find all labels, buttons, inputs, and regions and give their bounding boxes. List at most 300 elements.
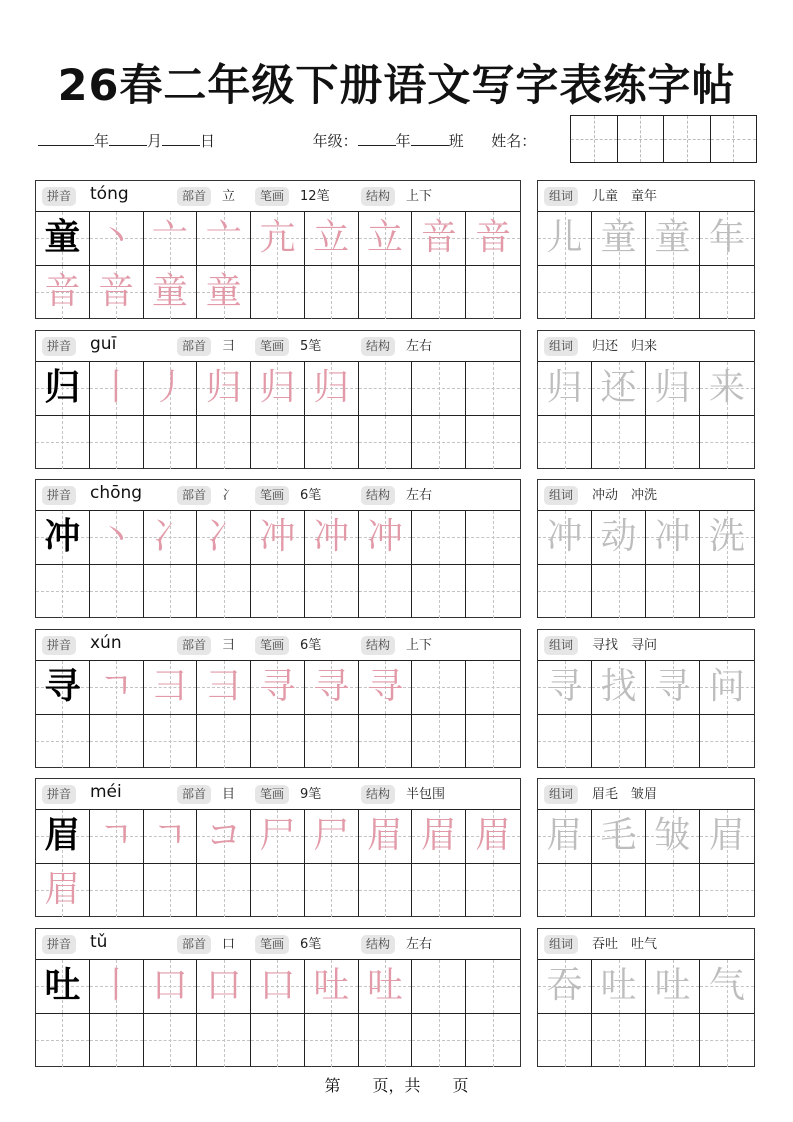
model-char: 冲 (44, 516, 81, 558)
word-trace-char: 找 (600, 666, 637, 708)
practice-cell[interactable] (251, 416, 305, 470)
stroke-order-cell[interactable] (197, 212, 251, 266)
word-trace-char: 眉 (546, 815, 583, 857)
word-trace-char: 冲 (546, 516, 583, 558)
words-label: 组词 (544, 486, 578, 505)
practice-cell[interactable] (144, 565, 198, 619)
stroke-order-cell[interactable] (197, 810, 251, 864)
stroke-order-cell[interactable] (466, 810, 520, 864)
word-trace-cell[interactable] (700, 810, 754, 864)
practice-cell[interactable] (412, 565, 466, 619)
stroke-step-char: 冫 (151, 516, 188, 558)
practice-cell[interactable] (412, 416, 466, 470)
words-card-4 (537, 778, 755, 917)
words-label: 组词 (544, 935, 578, 954)
structure-label: 结构 (361, 187, 395, 206)
word-trace-char: 冲 (654, 516, 691, 558)
word-trace-cell[interactable] (592, 362, 646, 416)
words-header (538, 929, 754, 960)
stroke-order-cell[interactable] (144, 661, 198, 715)
practice-cell[interactable] (359, 362, 413, 416)
info-line (38, 130, 536, 151)
practice-cell[interactable] (592, 565, 646, 619)
radical-label: 部首 (177, 187, 211, 206)
practice-cell[interactable] (251, 266, 305, 320)
word-trace-cell[interactable] (700, 960, 754, 1014)
practice-cell[interactable] (412, 661, 466, 715)
practice-cell[interactable] (592, 1014, 646, 1068)
month-field[interactable] (109, 131, 147, 146)
practice-cell[interactable] (466, 864, 520, 918)
stroke-step-char: 眉 (475, 815, 512, 857)
word-trace-char: 动 (600, 516, 637, 558)
writing-grid (36, 362, 520, 469)
stroke-step-char: 寻 (259, 666, 296, 708)
pinyin-value: guī (90, 334, 117, 354)
practice-cell[interactable] (700, 565, 754, 619)
practice-cell[interactable] (359, 1014, 413, 1068)
stroke-order-cell[interactable] (412, 810, 466, 864)
practice-cell[interactable] (646, 715, 700, 769)
practice-cell[interactable] (412, 960, 466, 1014)
practice-cell[interactable] (251, 1014, 305, 1068)
stroke-step-char: 丨 (98, 965, 135, 1007)
word-trace-cell[interactable] (592, 810, 646, 864)
radical-value: 冫 (222, 488, 236, 503)
words-grid (538, 960, 754, 1067)
practice-cell[interactable] (646, 1014, 700, 1068)
practice-cell[interactable] (251, 715, 305, 769)
practice-cell[interactable] (359, 715, 413, 769)
practice-cell[interactable] (359, 864, 413, 918)
practice-cell[interactable] (251, 864, 305, 918)
word-trace-char: 皱 (654, 815, 691, 857)
stroke-order-cell[interactable] (90, 960, 144, 1014)
writing-grid (36, 212, 520, 319)
stroke-step-char: 口 (205, 965, 242, 1007)
char-card-5 (35, 928, 521, 1067)
words-card-2 (537, 479, 755, 618)
practice-cell[interactable] (359, 266, 413, 320)
practice-cell[interactable] (466, 715, 520, 769)
word-trace-cell[interactable] (592, 960, 646, 1014)
stroke-order-cell[interactable] (305, 511, 359, 565)
practice-cell[interactable] (466, 565, 520, 619)
practice-cell[interactable] (466, 266, 520, 320)
words-card-3 (537, 629, 755, 768)
model-char: 童 (44, 217, 81, 259)
words-label: 组词 (544, 636, 578, 655)
word-trace-char: 童 (600, 217, 637, 259)
structure-value: 左右 (406, 937, 433, 952)
practice-cell[interactable] (538, 715, 592, 769)
model-char: 吐 (44, 965, 81, 1007)
year-field[interactable] (38, 131, 94, 146)
char-card-2 (35, 479, 521, 618)
words-header (538, 630, 754, 661)
words-grid (538, 212, 754, 319)
stroke-step-char: ㄱ (152, 815, 188, 857)
radical-value: 立 (222, 189, 236, 204)
practice-cell[interactable] (592, 864, 646, 918)
stroke-order-cell[interactable] (197, 960, 251, 1014)
word-trace-cell[interactable] (592, 661, 646, 715)
strokes-value: 6笔 (300, 638, 322, 653)
practice-cell[interactable] (466, 362, 520, 416)
stroke-order-cell[interactable] (359, 960, 413, 1014)
practice-cell[interactable] (646, 266, 700, 320)
stroke-order-cell[interactable] (251, 362, 305, 416)
practice-cell[interactable] (592, 416, 646, 470)
stroke-order-cell[interactable] (412, 212, 466, 266)
char-card-4 (35, 778, 521, 917)
practice-cell[interactable] (700, 266, 754, 320)
practice-cell[interactable] (197, 416, 251, 470)
practice-cell[interactable] (305, 565, 359, 619)
words-header (538, 480, 754, 511)
words-grid (538, 362, 754, 469)
stroke-step-char: 寻 (367, 666, 404, 708)
stroke-order-cell[interactable] (144, 511, 198, 565)
stroke-order-cell[interactable] (305, 362, 359, 416)
stroke-step-char: 归 (205, 367, 242, 409)
stroke-step-char: 眉 (367, 815, 404, 857)
practice-cell[interactable] (412, 511, 466, 565)
stroke-step-char: 吐 (313, 965, 350, 1007)
structure-value: 左右 (406, 339, 433, 354)
practice-cell[interactable] (466, 1014, 520, 1068)
practice-cell[interactable] (305, 1014, 359, 1068)
word-trace-cell[interactable] (700, 362, 754, 416)
stroke-order-cell[interactable] (197, 511, 251, 565)
practice-cell[interactable] (538, 266, 592, 320)
stroke-order-cell[interactable] (359, 212, 413, 266)
practice-cell[interactable] (197, 1014, 251, 1068)
stroke-step-char: 尸 (259, 815, 296, 857)
stroke-step-char: 童 (205, 271, 242, 313)
practice-cell[interactable] (359, 565, 413, 619)
practice-cell[interactable] (359, 416, 413, 470)
strokes-label: 笔画 (255, 187, 289, 206)
practice-cell[interactable] (538, 565, 592, 619)
stroke-order-cell[interactable] (197, 661, 251, 715)
stroke-order-cell[interactable] (466, 212, 520, 266)
pinyin-label: 拼音 (42, 935, 76, 954)
words-value: 儿童 童年 (592, 189, 658, 204)
practice-cell[interactable] (305, 266, 359, 320)
word-trace-char: 归 (546, 367, 583, 409)
stroke-step-char: 尸 (313, 815, 350, 857)
word-trace-char: 吐 (600, 965, 637, 1007)
words-value: 冲动 冲洗 (592, 488, 658, 503)
practice-cell[interactable] (412, 266, 466, 320)
stroke-step-char: 亠 (151, 217, 188, 259)
words-header (538, 181, 754, 212)
word-trace-cell[interactable] (538, 810, 592, 864)
word-trace-cell[interactable] (646, 810, 700, 864)
stroke-order-cell[interactable] (197, 266, 251, 320)
words-card-0 (537, 180, 755, 319)
radical-value: 彐 (222, 339, 236, 354)
word-trace-char: 归 (654, 367, 691, 409)
grade-suffix: 年 (395, 132, 411, 150)
practice-cell[interactable] (412, 362, 466, 416)
stroke-order-cell[interactable] (36, 864, 90, 918)
stroke-step-char: 亠 (205, 217, 242, 259)
writing-grid (36, 810, 520, 917)
model-char-cell[interactable] (36, 362, 90, 416)
practice-cell[interactable] (305, 715, 359, 769)
practice-cell[interactable] (466, 661, 520, 715)
stroke-order-cell[interactable] (90, 362, 144, 416)
model-char-cell[interactable] (36, 810, 90, 864)
word-trace-cell[interactable] (646, 960, 700, 1014)
word-trace-cell[interactable] (538, 212, 592, 266)
practice-cell[interactable] (412, 864, 466, 918)
word-trace-cell[interactable] (646, 362, 700, 416)
model-char-cell[interactable] (36, 661, 90, 715)
practice-cell[interactable] (538, 864, 592, 918)
practice-cell[interactable] (90, 715, 144, 769)
practice-cell[interactable] (36, 715, 90, 769)
name-box-cell[interactable] (571, 116, 618, 162)
radical-label: 部首 (177, 337, 211, 356)
practice-cell[interactable] (538, 416, 592, 470)
word-trace-char: 还 (600, 367, 637, 409)
char-card-1 (35, 330, 521, 469)
stroke-order-cell[interactable] (305, 661, 359, 715)
char-info-header (36, 331, 520, 362)
word-trace-cell[interactable] (700, 511, 754, 565)
practice-cell[interactable] (305, 416, 359, 470)
char-info-header (36, 630, 520, 661)
class-suffix: 班 (448, 132, 464, 150)
stroke-order-cell[interactable] (144, 810, 198, 864)
words-label: 组词 (544, 187, 578, 206)
word-trace-cell[interactable] (646, 511, 700, 565)
pinyin-value: tǔ (90, 932, 108, 952)
word-trace-cell[interactable] (646, 212, 700, 266)
word-trace-cell[interactable] (646, 661, 700, 715)
words-value: 眉毛 皱眉 (592, 787, 658, 802)
stroke-order-cell[interactable] (251, 511, 305, 565)
stroke-order-cell[interactable] (359, 511, 413, 565)
word-trace-char: 来 (708, 367, 745, 409)
model-char-cell[interactable] (36, 511, 90, 565)
practice-cell[interactable] (592, 715, 646, 769)
practice-cell[interactable] (700, 864, 754, 918)
practice-cell[interactable] (36, 1014, 90, 1068)
words-value: 吞吐 吐气 (592, 937, 658, 952)
strokes-label: 笔画 (255, 486, 289, 505)
stroke-order-cell[interactable] (90, 511, 144, 565)
radical-label: 部首 (177, 486, 211, 505)
stroke-step-char: 丶 (98, 516, 135, 558)
stroke-step-char: 丨 (98, 367, 135, 409)
words-grid (538, 661, 754, 768)
writing-grid (36, 511, 520, 618)
stroke-step-char: 寻 (313, 666, 350, 708)
structure-value: 上下 (406, 638, 433, 653)
month-label: 月 (147, 132, 163, 150)
practice-cell[interactable] (466, 960, 520, 1014)
stroke-order-cell[interactable] (251, 212, 305, 266)
radical-label: 部首 (177, 935, 211, 954)
stroke-order-cell[interactable] (90, 661, 144, 715)
class-field[interactable] (411, 131, 449, 146)
word-trace-cell[interactable] (592, 212, 646, 266)
stroke-order-cell[interactable] (36, 266, 90, 320)
char-info-header (36, 181, 520, 212)
char-info-header (36, 779, 520, 810)
practice-cell[interactable] (36, 565, 90, 619)
words-card-5 (537, 928, 755, 1067)
structure-label: 结构 (361, 785, 395, 804)
practice-cell[interactable] (197, 864, 251, 918)
stroke-order-cell[interactable] (305, 810, 359, 864)
stroke-order-cell[interactable] (90, 212, 144, 266)
model-char-cell[interactable] (36, 212, 90, 266)
practice-cell[interactable] (466, 416, 520, 470)
practice-cell[interactable] (90, 565, 144, 619)
word-trace-char: 眉 (708, 815, 745, 857)
stroke-step-char: 丿 (151, 367, 188, 409)
pinyin-value: xún (90, 633, 122, 653)
stroke-order-cell[interactable] (251, 960, 305, 1014)
practice-cell[interactable] (144, 715, 198, 769)
day-label: 日 (200, 132, 216, 150)
char-card-3 (35, 629, 521, 768)
writing-grid (36, 661, 520, 768)
pinyin-label: 拼音 (42, 337, 76, 356)
words-value: 归还 归来 (592, 339, 658, 354)
stroke-order-cell[interactable] (305, 960, 359, 1014)
word-trace-cell[interactable] (592, 511, 646, 565)
stroke-step-char: 丶 (98, 217, 135, 259)
stroke-step-char: 冲 (313, 516, 350, 558)
name-label: 姓名： (491, 132, 537, 150)
stroke-order-cell[interactable] (90, 266, 144, 320)
strokes-label: 笔画 (255, 337, 289, 356)
word-trace-char: 洗 (708, 516, 745, 558)
grade-field[interactable] (358, 131, 396, 146)
practice-cell[interactable] (144, 416, 198, 470)
stroke-step-char: ㄱ (98, 666, 134, 708)
word-trace-cell[interactable] (700, 212, 754, 266)
practice-cell[interactable] (412, 1014, 466, 1068)
stroke-step-char: 音 (420, 217, 457, 259)
practice-cell[interactable] (144, 1014, 198, 1068)
practice-cell[interactable] (90, 864, 144, 918)
stroke-step-char: 冫 (205, 516, 242, 558)
practice-cell[interactable] (197, 715, 251, 769)
practice-cell[interactable] (305, 864, 359, 918)
stroke-order-cell[interactable] (251, 661, 305, 715)
word-trace-char: 吐 (654, 965, 691, 1007)
structure-value: 上下 (406, 189, 433, 204)
practice-cell[interactable] (646, 565, 700, 619)
model-char: 寻 (44, 666, 81, 708)
stroke-order-cell[interactable] (90, 810, 144, 864)
stroke-step-char: 亢 (259, 217, 296, 259)
practice-cell[interactable] (646, 864, 700, 918)
structure-label: 结构 (361, 486, 395, 505)
stroke-step-char: 彐 (205, 666, 242, 708)
word-trace-char: 童 (654, 217, 691, 259)
practice-cell[interactable] (466, 511, 520, 565)
practice-cell[interactable] (646, 416, 700, 470)
strokes-value: 6笔 (300, 488, 322, 503)
name-grid[interactable] (570, 115, 757, 163)
words-label: 组词 (544, 337, 578, 356)
word-trace-char: 毛 (600, 815, 637, 857)
page-footer: 第 页，共 页 (324, 1076, 469, 1095)
practice-cell[interactable] (90, 1014, 144, 1068)
practice-cell[interactable] (700, 1014, 754, 1068)
stroke-step-char: 彐 (151, 666, 188, 708)
word-trace-cell[interactable] (538, 362, 592, 416)
strokes-value: 6笔 (300, 937, 322, 952)
radical-value: 目 (222, 787, 236, 802)
strokes-value: 9笔 (300, 787, 322, 802)
stroke-order-cell[interactable] (359, 661, 413, 715)
name-box-cell[interactable] (711, 116, 757, 162)
word-trace-cell[interactable] (538, 511, 592, 565)
stroke-order-cell[interactable] (144, 362, 198, 416)
stroke-order-cell[interactable] (359, 810, 413, 864)
practice-cell[interactable] (412, 715, 466, 769)
words-header (538, 331, 754, 362)
practice-cell[interactable] (700, 416, 754, 470)
char-card-0 (35, 180, 521, 319)
pinyin-label: 拼音 (42, 785, 76, 804)
name-box-cell[interactable] (618, 116, 665, 162)
year-label: 年 (94, 132, 110, 150)
words-grid (538, 511, 754, 618)
word-trace-cell[interactable] (538, 960, 592, 1014)
practice-cell[interactable] (144, 864, 198, 918)
words-header (538, 779, 754, 810)
name-box-cell[interactable] (664, 116, 711, 162)
practice-cell[interactable] (700, 715, 754, 769)
stroke-step-char: 音 (44, 271, 81, 313)
strokes-label: 笔画 (255, 935, 289, 954)
day-field[interactable] (162, 131, 200, 146)
practice-cell[interactable] (36, 416, 90, 470)
strokes-label: 笔画 (255, 785, 289, 804)
word-trace-cell[interactable] (700, 661, 754, 715)
stroke-step-char: 立 (367, 217, 404, 259)
stroke-step-char: ㄱ (98, 815, 134, 857)
grade-label: 年级： (312, 132, 358, 150)
structure-value: 半包围 (406, 787, 446, 802)
stroke-order-cell[interactable] (197, 362, 251, 416)
stroke-step-char: 音 (98, 271, 135, 313)
practice-cell[interactable] (197, 565, 251, 619)
practice-cell[interactable] (90, 416, 144, 470)
stroke-order-cell[interactable] (305, 212, 359, 266)
word-trace-char: 寻 (654, 666, 691, 708)
practice-cell[interactable] (251, 565, 305, 619)
practice-cell[interactable] (592, 266, 646, 320)
model-char-cell[interactable] (36, 960, 90, 1014)
practice-cell[interactable] (538, 1014, 592, 1068)
stroke-order-cell[interactable] (144, 266, 198, 320)
word-trace-cell[interactable] (538, 661, 592, 715)
stroke-order-cell[interactable] (251, 810, 305, 864)
stroke-order-cell[interactable] (144, 960, 198, 1014)
stroke-order-cell[interactable] (144, 212, 198, 266)
